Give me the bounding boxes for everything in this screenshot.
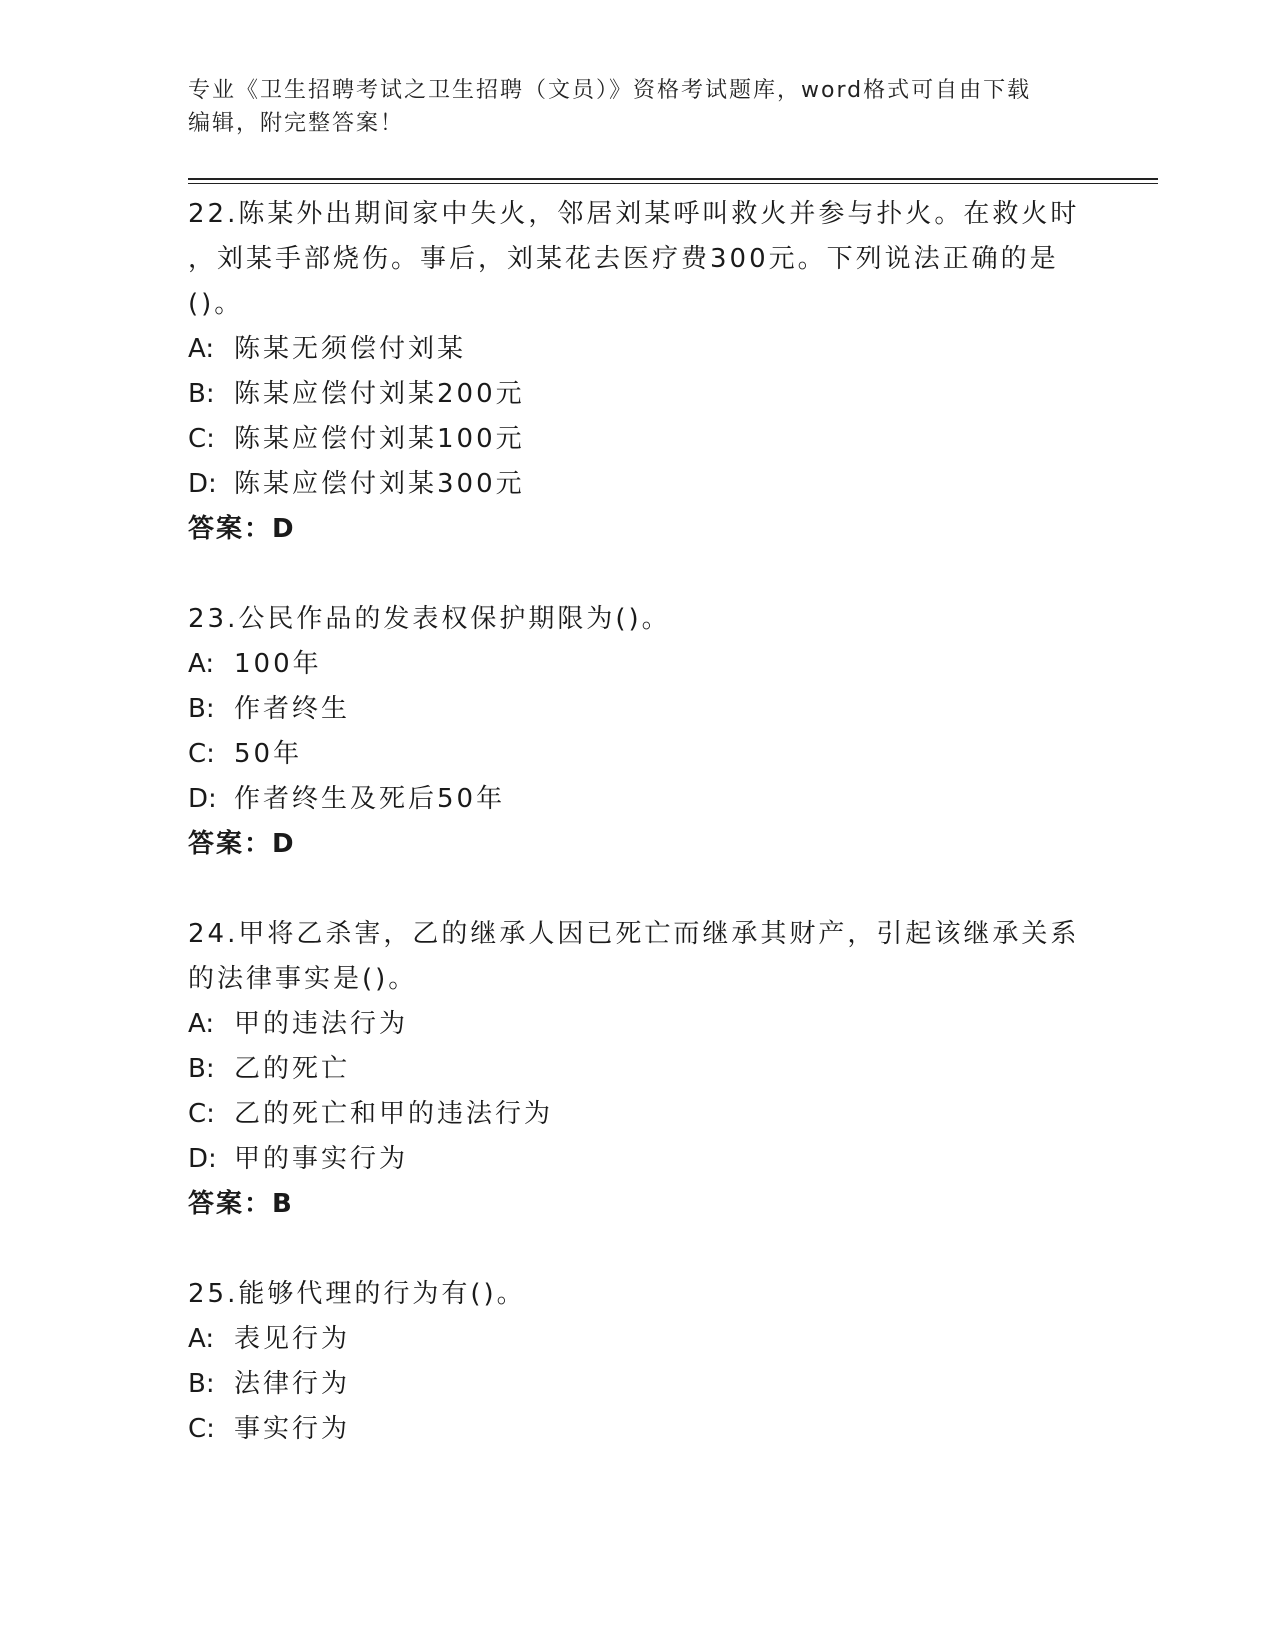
- option-a: [188, 327, 1088, 372]
- option-letter: B:: [188, 694, 215, 724]
- option-text: 乙的死亡: [234, 1054, 351, 1084]
- question-text-line: 25.能够代理的行为有()。: [188, 1279, 526, 1309]
- option-letter: A:: [188, 334, 215, 364]
- option-letter: A:: [188, 649, 215, 679]
- header-divider-thick: [188, 178, 1158, 180]
- option-letter: A:: [188, 1324, 215, 1354]
- option-c: [188, 732, 1088, 777]
- option-letter: D:: [188, 784, 217, 814]
- question-spacer: [188, 552, 1088, 597]
- option-text: 甲的违法行为: [234, 1009, 409, 1039]
- option-letter: B:: [188, 1054, 215, 1084]
- questions-list: [188, 192, 1088, 1452]
- option-b: [188, 372, 1088, 417]
- option-letter: D:: [188, 1144, 217, 1174]
- option-text: 甲的事实行为: [234, 1144, 409, 1174]
- option-text: 陈某无须偿付刘某: [234, 334, 467, 364]
- option-text: 法律行为: [234, 1369, 351, 1399]
- option-text: 事实行为: [234, 1414, 351, 1444]
- option-letter: C:: [188, 424, 215, 454]
- question-text-line: 22.陈某外出期间家中失火，邻居刘某呼叫救火并参与扑火。在救火时: [188, 199, 1080, 229]
- option-a: [188, 642, 1088, 687]
- option-text: 乙的死亡和甲的违法行为: [234, 1099, 554, 1129]
- option-c: [188, 1092, 1088, 1137]
- question-text-line: ，刘某手部烧伤。事后，刘某花去医疗费300元。下列说法正确的是: [188, 244, 1059, 274]
- option-text: 作者终生及死后50年: [234, 784, 506, 814]
- option-d: [188, 462, 1088, 507]
- option-text: 100年: [234, 649, 322, 679]
- option-c: [188, 417, 1088, 462]
- option-text: 陈某应偿付刘某200元: [234, 379, 525, 409]
- question-spacer: [188, 867, 1088, 912]
- header-divider-thin: [188, 183, 1158, 184]
- header-line-1: 专业《卫生招聘考试之卫生招聘（文员）》资格考试题库，word格式可自由下载: [188, 78, 1032, 103]
- question-23: [188, 597, 1088, 867]
- option-text: 表见行为: [234, 1324, 351, 1354]
- option-letter: C:: [188, 739, 215, 769]
- question-22: [188, 192, 1088, 552]
- question-text-line: 24.甲将乙杀害，乙的继承人因已死亡而继承其财产，引起该继承关系: [188, 919, 1080, 949]
- option-d: [188, 777, 1088, 822]
- option-a: [188, 1317, 1088, 1362]
- option-c: [188, 1407, 1088, 1452]
- option-letter: C:: [188, 1414, 215, 1444]
- page-header: [188, 74, 1088, 140]
- option-text: 作者终生: [234, 694, 351, 724]
- question-text-line: 23.公民作品的发表权保护期限为()。: [188, 604, 671, 634]
- option-d: [188, 1137, 1088, 1182]
- answer-line: 答案：D: [188, 514, 296, 544]
- option-letter: B:: [188, 379, 215, 409]
- header-line-2: 编辑，附完整答案！: [188, 111, 405, 136]
- question-spacer: [188, 1227, 1088, 1272]
- option-letter: D:: [188, 469, 217, 499]
- option-b: [188, 1047, 1088, 1092]
- answer-line: 答案：D: [188, 829, 296, 859]
- option-a: [188, 1002, 1088, 1047]
- option-text: 陈某应偿付刘某100元: [234, 424, 525, 454]
- question-24: [188, 912, 1088, 1227]
- question-text-line: 的法律事实是()。: [188, 964, 418, 994]
- option-letter: B:: [188, 1369, 215, 1399]
- option-letter: A:: [188, 1009, 215, 1039]
- option-b: [188, 1362, 1088, 1407]
- question-text-line: ()。: [188, 289, 244, 319]
- question-25: [188, 1272, 1088, 1452]
- option-letter: C:: [188, 1099, 215, 1129]
- answer-line: 答案：B: [188, 1189, 294, 1219]
- option-b: [188, 687, 1088, 732]
- option-text: 50年: [234, 739, 303, 769]
- option-text: 陈某应偿付刘某300元: [234, 469, 525, 499]
